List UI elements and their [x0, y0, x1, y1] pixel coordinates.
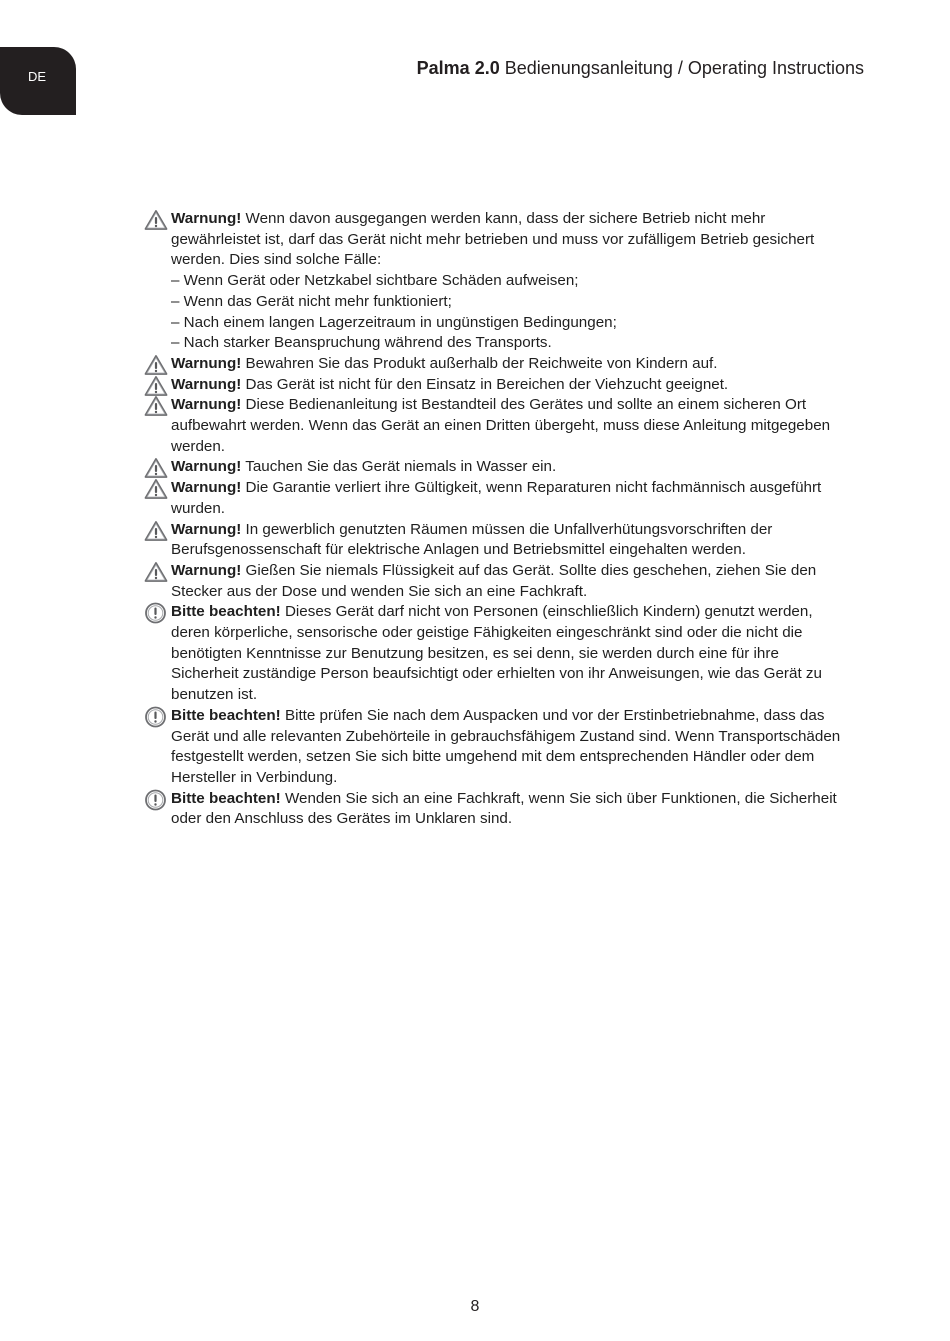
item-label: Warnung! [171, 520, 242, 538]
item-label: Warnung! [171, 375, 242, 393]
item-subpoint: – Wenn Gerät oder Netzkabel sichtbare Schäden aufweisen; [171, 272, 579, 290]
item-label: Warnung! [171, 561, 242, 579]
page-header [417, 58, 864, 79]
safety-item [144, 602, 844, 706]
warning-icon [144, 561, 168, 583]
item-text: Tauchen Sie das Gerät niemals in Wasser ein. [245, 458, 557, 476]
safety-item [144, 354, 844, 375]
warning-icon [144, 395, 168, 417]
language-tab [0, 47, 76, 115]
item-label: Bitte beachten! [171, 603, 281, 621]
manual-title: Bedienungsanleitung [504, 58, 673, 78]
safety-notices [144, 209, 844, 830]
item-text: Diese Bedienanleitung ist Bestandteil des Gerätes und sollte an einem sicheren Ort aufbewahrt werden. Wenn das Gerät an einen Dritten übergeht, muss diese Anleitung mitgegeben werden. [171, 396, 831, 455]
notice-icon [144, 602, 168, 624]
item-text: In gewerblich genutzten Räumen müssen die Unfallverhütungsvorschriften der Berufsgenossenschaft für elektrische Anlagen und Betriebsmittel eingehalten werden. [171, 520, 773, 559]
item-text: Bitte prüfen Sie nach dem Auspacken und vor der Erstinbetriebnahme, dass das Gerät und alle relevanten Zubehörteile in gebrauchsfähigem Zustand sind. Wenn Transportschäden festgestellt werden, setzen Sie sich bitte umgehend mit dem entsprechenden Händler oder dem Hersteller in Verbindung. [171, 706, 841, 786]
safety-item [144, 520, 844, 561]
item-label: Warnung! [171, 458, 242, 476]
warning-icon [144, 457, 168, 479]
item-text: Wenden Sie sich an eine Fachkraft, wenn Sie sich über Funktionen, die Sicherheit oder den Anschluss des Gerätes im Unklaren sind. [171, 789, 837, 828]
safety-item [144, 706, 844, 789]
item-text: Dieses Gerät darf nicht von Personen (einschließlich Kindern) genutzt werden, deren körperliche, sensorische oder geistige Fähigkeiten eingeschränkt sind oder die nicht die benötigten Kenntnisse zur Benutzung besitzen, es sei denn, sie werden durch eine für ihre Sicherheit zuständige Person beaufsichtigt oder erhielten von ihr Anweisungen, wie das Gerät zu benutzen ist. [171, 603, 822, 704]
warning-icon [144, 520, 168, 542]
item-text: Gießen Sie niemals Flüssigkeit auf das Gerät. Sollte dies geschehen, ziehen Sie den Stecker aus der Dose und wenden Sie sich an eine Fachkraft. [171, 561, 817, 600]
safety-item [144, 789, 844, 830]
language-label: DE [28, 69, 47, 84]
item-subpoint: – Wenn das Gerät nicht mehr funktioniert; [171, 292, 452, 310]
safety-item [144, 478, 844, 519]
product-name: Palma 2.0 [416, 58, 500, 78]
item-text: Das Gerät ist nicht für den Einsatz in Bereichen der Viehzucht geeignet. [245, 375, 729, 393]
safety-item [144, 375, 844, 396]
notice-icon [144, 789, 168, 811]
manual-subtitle: / Operating Instructions [677, 58, 864, 78]
item-text: Bewahren Sie das Produkt außerhalb der Reichweite von Kindern auf. [245, 354, 718, 372]
item-text: Wenn davon ausgegangen werden kann, dass der sichere Betrieb nicht mehr gewährleistet ist, darf das Gerät nicht mehr betrieben und muss vor zufälligem Betrieb gesichert werden. Dies sind solche Fälle: [171, 210, 815, 269]
item-subpoint: – Nach einem langen Lagerzeitraum in ungünstigen Bedingungen; [171, 313, 617, 331]
safety-item [144, 561, 844, 602]
notice-icon [144, 706, 168, 728]
item-label: Warnung! [171, 396, 242, 414]
safety-item [144, 457, 844, 478]
warning-icon [144, 209, 168, 231]
item-label: Warnung! [171, 354, 242, 372]
page-number: 8 [470, 1298, 480, 1315]
warning-icon [144, 478, 168, 500]
item-label: Warnung! [171, 210, 242, 227]
item-text: Die Garantie verliert ihre Gültigkeit, wenn Reparaturen nicht fachmännisch ausgeführt wurden. [171, 479, 822, 517]
safety-item [144, 395, 844, 457]
item-label: Bitte beachten! [171, 706, 281, 724]
safety-item [144, 209, 844, 354]
item-label: Warnung! [171, 479, 242, 497]
item-subpoint: – Nach starker Beanspruchung während des Transports. [171, 334, 552, 352]
item-label: Bitte beachten! [171, 789, 281, 807]
warning-icon [144, 354, 168, 376]
warning-icon [144, 375, 168, 397]
